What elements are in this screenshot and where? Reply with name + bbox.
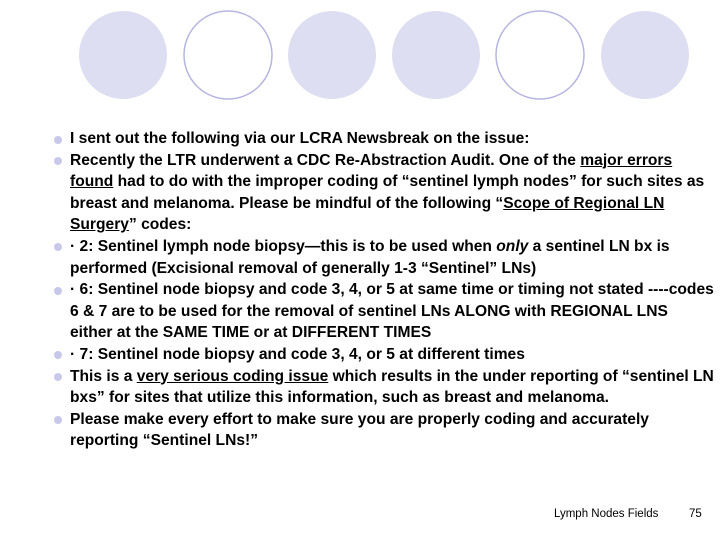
bullet-item-3	[54, 236, 714, 279]
bullet-item-7	[54, 409, 714, 452]
bullet-text: · 7: Sentinel node biopsy and code 3, 4, or 5 at different times	[70, 345, 525, 363]
underlined-text: major errors found	[70, 151, 673, 191]
italic-text: only	[496, 237, 529, 255]
bullet-dot-icon	[54, 373, 62, 381]
bullet-text: I sent out the following via our LCRA Newsbreak on the issue:	[70, 130, 530, 147]
decor-circle-2	[184, 11, 272, 99]
decor-circle-3	[288, 11, 376, 99]
decorative-circles	[0, 0, 720, 110]
footer-title: Lymph Nodes Fields	[554, 508, 659, 520]
page-number: 75	[689, 508, 702, 520]
underlined-text: Scope of Regional LN Surgery	[70, 194, 665, 234]
bullet-text: which results in the under reporting of “sentinel LN bxs” for sites that utilize this information, such as breast and melanoma.	[70, 367, 714, 407]
bullet-text: a sentinel LN bx is performed (Excisional removal of generally 1-3 “Sentinel” LNs)	[70, 237, 670, 277]
bullet-dot-icon	[54, 136, 62, 144]
decor-circle-6	[601, 11, 689, 99]
bullet-dot-icon	[54, 416, 62, 424]
bullet-item-5	[54, 344, 714, 366]
bullet-text: Recently the LTR underwent a CDC Re-Abstraction Audit. One of the	[70, 151, 581, 169]
bullet-item-1	[54, 128, 714, 150]
bullet-dot-icon	[54, 287, 62, 295]
bullet-list	[54, 128, 714, 452]
bullet-text: This is a	[70, 367, 137, 385]
decor-circle-4	[392, 11, 480, 99]
bullet-text: ” codes:	[128, 216, 192, 234]
underlined-text: very serious coding issue	[136, 367, 329, 385]
decor-circle-5	[496, 11, 584, 99]
bullet-text: Please make every effort to make sure you are properly coding and accurately reporting “Sentinel LNs!”	[70, 410, 649, 450]
decor-circle-1	[79, 11, 167, 99]
bullet-item-2	[54, 150, 714, 236]
bullet-text: had to do with the improper coding of “sentinel lymph nodes” for such sites as breast and melanoma. Please be mindful of the following “	[70, 173, 705, 212]
bullet-item-4	[54, 279, 714, 344]
bullet-dot-icon	[54, 157, 62, 165]
bullet-dot-icon	[54, 351, 62, 359]
bullet-text: · 6: Sentinel node biopsy and code 3, 4, or 5 at same time or timing not stated ----codes 6 & 7 are to be used for the removal of sentinel LNs ALONG with REGIONAL LNS either at the SAME TIME or at DIFFERENT TIMES	[70, 281, 714, 342]
bullet-item-6	[54, 366, 714, 409]
bullet-dot-icon	[54, 243, 62, 251]
bullet-text: · 2: Sentinel lymph node biopsy—this is to be used when	[70, 237, 497, 255]
